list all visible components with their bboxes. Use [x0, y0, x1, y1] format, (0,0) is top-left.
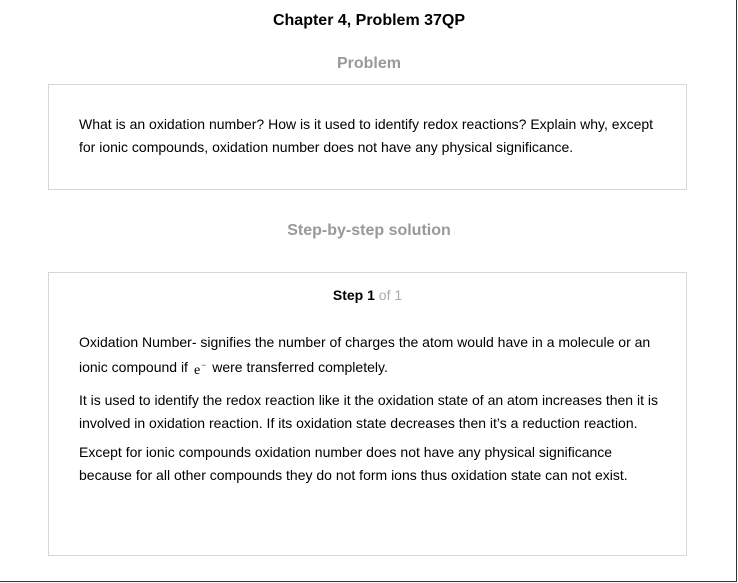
solution-body: [79, 331, 664, 493]
step-number: 1: [367, 287, 375, 303]
formula-superscript: −: [201, 359, 207, 370]
paragraph-1-before: Oxidation Number- signifies the number of charges the atom would have in a molecule or an ionic compound if: [79, 334, 651, 375]
electron-formula: [194, 354, 206, 383]
step-of-total: of 1: [378, 287, 403, 303]
solution-paragraph-2: It is used to identify the redox reaction like it the oxidation state of an atom increases then it is involved in oxidation reaction. If its oxidation state decreases then it’s a reduction reaction.: [79, 392, 658, 431]
solution-paragraph-1: [79, 331, 664, 382]
step-word: Step: [332, 287, 364, 303]
solution-heading: Step-by-step solution: [287, 222, 451, 239]
problem-box: [48, 84, 687, 190]
paragraph-1-after: were transferred completely.: [212, 358, 388, 375]
formula-base: e: [193, 362, 201, 378]
chapter-title: Chapter 4, Problem 37QP: [272, 12, 466, 29]
problem-text: What is an oxidation number? How is it used to identify redox reactions? Explain why, except for ionic compounds, oxidation number does not have any physical significance.: [79, 116, 654, 155]
solution-paragraph-3: Except for ionic compounds oxidation number does not have any physical significance because for all other compounds they do not form ions thus oxidation state can not exist.: [79, 444, 628, 483]
step-label: [49, 287, 686, 303]
problem-heading: Problem: [336, 55, 401, 72]
solution-box: [48, 272, 687, 556]
